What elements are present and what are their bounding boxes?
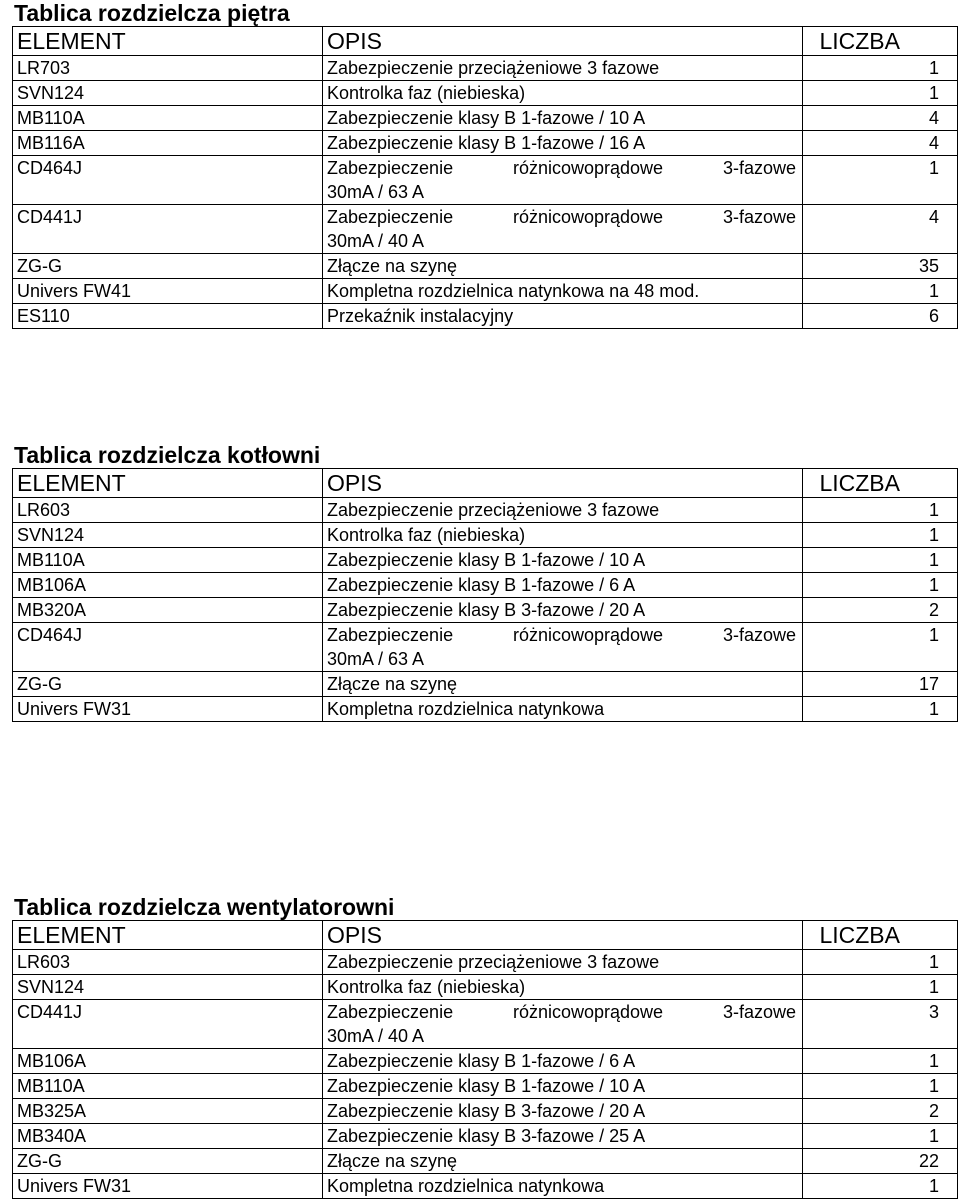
table-header-row <box>13 469 958 498</box>
cell-liczba: 1 <box>803 56 958 81</box>
cell-element: MB110A <box>13 548 323 573</box>
cell-element: SVN124 <box>13 975 323 1000</box>
table-row <box>13 573 958 598</box>
table-row <box>13 205 958 254</box>
cell-opis: Zabezpieczenie przeciążeniowe 3 fazowe <box>323 498 803 523</box>
cell-liczba: 1 <box>803 573 958 598</box>
cell-element: CD441J <box>13 205 323 254</box>
cell-opis: Zabezpieczenie klasy B 1-fazowe / 16 A <box>323 131 803 156</box>
cell-element: Univers FW41 <box>13 279 323 304</box>
cell-element: LR703 <box>13 56 323 81</box>
cell-liczba: 1 <box>803 156 958 205</box>
section-1 <box>12 0 957 329</box>
cell-liczba: 17 <box>803 672 958 697</box>
cell-opis: Zabezpieczenie klasy B 1-fazowe / 10 A <box>323 106 803 131</box>
cell-opis-line2: 30mA / 63 A <box>327 182 425 202</box>
table-row <box>13 623 958 672</box>
cell-element: ZG-G <box>13 1149 323 1174</box>
table-row <box>13 975 958 1000</box>
cell-element: ZG-G <box>13 254 323 279</box>
table-row <box>13 254 958 279</box>
cell-opis-line2: 30mA / 40 A <box>327 1026 425 1046</box>
cell-liczba: 1 <box>803 1174 958 1199</box>
cell-element: Univers FW31 <box>13 1174 323 1199</box>
table-header-row <box>13 921 958 950</box>
cell-liczba: 1 <box>803 697 958 722</box>
table-row <box>13 1124 958 1149</box>
table-row <box>13 523 958 548</box>
cell-element: ES110 <box>13 304 323 329</box>
cell-liczba: 1 <box>803 523 958 548</box>
cell-element: MB110A <box>13 106 323 131</box>
cell-opis <box>323 1000 803 1049</box>
cell-liczba: 1 <box>803 1124 958 1149</box>
cell-opis: Kontrolka faz (niebieska) <box>323 975 803 1000</box>
cell-liczba: 35 <box>803 254 958 279</box>
cell-element: MB116A <box>13 131 323 156</box>
table-row <box>13 1149 958 1174</box>
table-row <box>13 1099 958 1124</box>
table-row <box>13 56 958 81</box>
table-row <box>13 498 958 523</box>
table-row <box>13 1000 958 1049</box>
section-3 <box>12 894 957 1199</box>
cell-opis: Złącze na szynę <box>323 254 803 279</box>
table-header-row <box>13 27 958 56</box>
cell-element: MB340A <box>13 1124 323 1149</box>
table-row <box>13 697 958 722</box>
cell-liczba: 2 <box>803 1099 958 1124</box>
cell-liczba: 1 <box>803 498 958 523</box>
table-row <box>13 131 958 156</box>
cell-opis-line2: 30mA / 40 A <box>327 231 425 251</box>
cell-liczba: 4 <box>803 131 958 156</box>
cell-liczba: 4 <box>803 205 958 254</box>
cell-element: CD464J <box>13 623 323 672</box>
cell-opis: Złącze na szynę <box>323 1149 803 1174</box>
table-row <box>13 672 958 697</box>
cell-element: MB106A <box>13 1049 323 1074</box>
cell-opis: Zabezpieczenie przeciążeniowe 3 fazowe <box>323 950 803 975</box>
cell-opis: Zabezpieczenie klasy B 1-fazowe / 6 A <box>323 1049 803 1074</box>
cell-element: CD441J <box>13 1000 323 1049</box>
cell-opis: Kontrolka faz (niebieska) <box>323 81 803 106</box>
cell-liczba: 1 <box>803 950 958 975</box>
cell-opis: Złącze na szynę <box>323 672 803 697</box>
section-title: Tablica rozdzielcza piętra <box>14 0 290 26</box>
cell-element: ZG-G <box>13 672 323 697</box>
cell-opis: Kompletna rozdzielnica natynkowa <box>323 697 803 722</box>
cell-opis <box>323 623 803 672</box>
table-row <box>13 156 958 205</box>
cell-opis-line1: Zabezpieczenie różnicowoprądowe 3-fazowe <box>327 625 796 645</box>
header-liczba: LICZBA <box>803 921 958 950</box>
parts-table <box>12 920 958 1199</box>
cell-element: MB325A <box>13 1099 323 1124</box>
cell-opis: Zabezpieczenie klasy B 1-fazowe / 6 A <box>323 573 803 598</box>
cell-liczba: 2 <box>803 598 958 623</box>
cell-opis: Zabezpieczenie klasy B 1-fazowe / 10 A <box>323 1074 803 1099</box>
cell-opis-line1: Zabezpieczenie różnicowoprądowe 3-fazowe <box>327 207 796 227</box>
header-element: ELEMENT <box>13 27 323 56</box>
parts-table <box>12 26 958 329</box>
section-title: Tablica rozdzielcza kotłowni <box>14 442 321 468</box>
cell-element: MB106A <box>13 573 323 598</box>
cell-liczba: 1 <box>803 1074 958 1099</box>
header-opis: OPIS <box>323 921 803 950</box>
header-liczba: LICZBA <box>803 469 958 498</box>
cell-liczba: 3 <box>803 1000 958 1049</box>
table-row <box>13 1074 958 1099</box>
cell-liczba: 22 <box>803 1149 958 1174</box>
cell-opis: Zabezpieczenie klasy B 3-fazowe / 20 A <box>323 598 803 623</box>
table-row <box>13 81 958 106</box>
cell-opis-line1: Zabezpieczenie różnicowoprądowe 3-fazowe <box>327 1002 796 1022</box>
table-row <box>13 279 958 304</box>
header-element: ELEMENT <box>13 921 323 950</box>
cell-element: Univers FW31 <box>13 697 323 722</box>
cell-opis <box>323 156 803 205</box>
cell-element: LR603 <box>13 950 323 975</box>
header-opis: OPIS <box>323 469 803 498</box>
cell-liczba: 1 <box>803 623 958 672</box>
header-opis: OPIS <box>323 27 803 56</box>
cell-liczba: 1 <box>803 279 958 304</box>
cell-element: MB110A <box>13 1074 323 1099</box>
table-row <box>13 950 958 975</box>
table-row <box>13 598 958 623</box>
cell-opis-line1: Zabezpieczenie różnicowoprądowe 3-fazowe <box>327 158 796 178</box>
cell-opis: Zabezpieczenie przeciążeniowe 3 fazowe <box>323 56 803 81</box>
section-title: Tablica rozdzielcza wentylatorowni <box>14 894 395 920</box>
parts-table <box>12 468 958 722</box>
cell-opis <box>323 205 803 254</box>
cell-opis: Przekaźnik instalacyjny <box>323 304 803 329</box>
cell-liczba: 1 <box>803 975 958 1000</box>
cell-opis: Zabezpieczenie klasy B 1-fazowe / 10 A <box>323 548 803 573</box>
table-row <box>13 1049 958 1074</box>
cell-element: CD464J <box>13 156 323 205</box>
table-row <box>13 548 958 573</box>
cell-liczba: 1 <box>803 1049 958 1074</box>
section-2 <box>12 442 957 722</box>
cell-opis: Zabezpieczenie klasy B 3-fazowe / 25 A <box>323 1124 803 1149</box>
cell-element: MB320A <box>13 598 323 623</box>
header-element: ELEMENT <box>13 469 323 498</box>
table-row <box>13 1174 958 1199</box>
cell-liczba: 1 <box>803 81 958 106</box>
cell-liczba: 1 <box>803 548 958 573</box>
cell-opis: Kompletna rozdzielnica natynkowa <box>323 1174 803 1199</box>
header-liczba: LICZBA <box>803 27 958 56</box>
cell-element: SVN124 <box>13 523 323 548</box>
cell-element: SVN124 <box>13 81 323 106</box>
cell-opis: Zabezpieczenie klasy B 3-fazowe / 20 A <box>323 1099 803 1124</box>
cell-liczba: 4 <box>803 106 958 131</box>
cell-liczba: 6 <box>803 304 958 329</box>
cell-opis: Kontrolka faz (niebieska) <box>323 523 803 548</box>
cell-element: LR603 <box>13 498 323 523</box>
cell-opis-line2: 30mA / 63 A <box>327 649 425 669</box>
table-row <box>13 304 958 329</box>
cell-opis: Kompletna rozdzielnica natynkowa na 48 mod. <box>323 279 803 304</box>
table-row <box>13 106 958 131</box>
